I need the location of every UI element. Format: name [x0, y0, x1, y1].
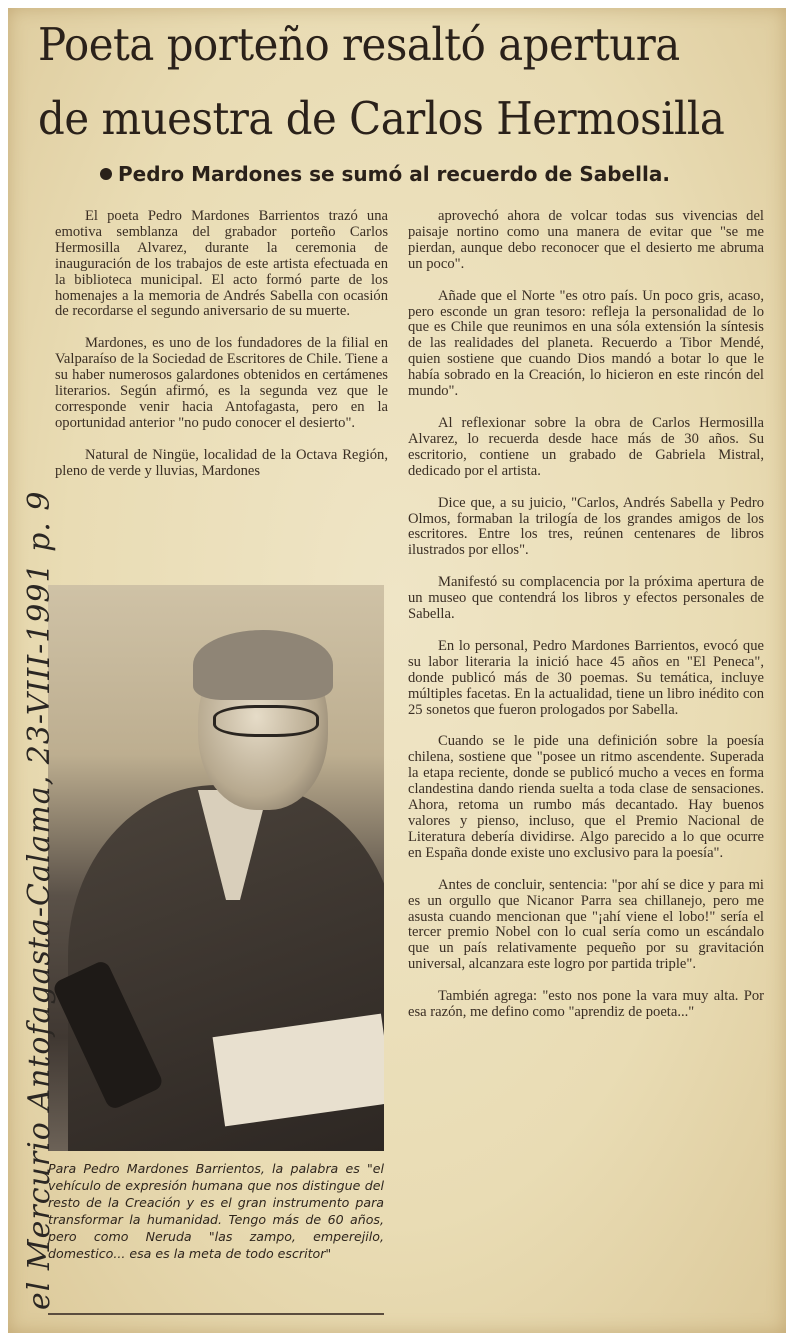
paragraph: Cuando se le pide una definición sobre la poesía chilena, sostiene que "posee un ritmo ascendente. Superada la etapa reciente, donde se publicó mucho a veces en forma clandestina dando rienda suelta a toda clase de sensaciones. Ahora, retoma un rumbo más decantado. Hay buenos valores y pienso, incluso, que el Premio Nacional de Literatura debería dividirse. Algo parecido a lo que ocurre en España donde existe uno exclusivo para la poesía". [408, 733, 764, 861]
photo-glasses [213, 705, 319, 737]
subheadline-text: Pedro Mardones se sumó al recuerdo de Sabella. [118, 162, 670, 186]
photo-hair [193, 630, 333, 700]
paragraph: Al reflexionar sobre la obra de Carlos Hermosilla Alvarez, lo recuerda desde hace más de 30 años. Su escritorio, contiene un grabado de Gabriela Mistral, dedicado por el artista. [408, 414, 764, 479]
headline-line-2: de muestra de Carlos Hermosilla [38, 92, 725, 145]
photo-caption: Para Pedro Mardones Barrientos, la palabra es "el vehículo de expresión humana que nos distingue del resto de la Creación y es el gran instrumento para transformar la humanidad. Tengo más de 60 años, pero como Neruda "las zampo, emperejilo, domestico... esa es la meta de todo escritor" [48, 1161, 384, 1261]
portrait-photo [48, 585, 384, 1151]
paragraph: Dice que, a su juicio, "Carlos, Andrés Sabella y Pedro Olmos, formaban la trilogía de los grandes amigos de los escritores. Entre los tres, reúnen centenares de libros ilustrados por ellos". [408, 494, 764, 559]
paragraph: Manifestó su complacencia por la próxima apertura de un museo que contendrá los libros y efectos personales de Sabella. [408, 574, 764, 623]
subheadline [100, 162, 670, 186]
left-column [55, 209, 388, 496]
paragraph: Natural de Ningüe, localidad de la Octava Región, pleno de verde y lluvias, Mardones [55, 446, 388, 479]
paragraph: aprovechó ahora de volcar todas sus vivencias del paisaje nortino como una manera de evitar que "se me pierdan, aunque debo reconocer que el desierto me abruma un poco". [408, 208, 764, 272]
right-column [408, 209, 764, 1037]
paragraph: También agrega: "esto nos pone la vara muy alta. Por esa razón, me defino como "aprendiz de poeta..." [408, 988, 764, 1021]
caption-rule [48, 1313, 384, 1315]
paragraph: En lo personal, Pedro Mardones Barrientos, evocó que su labor literaria la inició hace 45 años en "El Peneca", donde publicó más de 30 poemas. Su temática, incluye múltiples facetas. En la actualidad, tiene un libro inédito con 25 sonetos que fueron prologados por Sabella. [408, 637, 764, 718]
bullet-icon [100, 168, 112, 180]
paragraph: Añade que el Norte "es otro país. Un poco gris, acaso, pero esconde un gran tesoro: refleja la personalidad de lo que es Chile que reunimos en una sóla extensión la síntesis de las realidades del planeta. Recuerdo a Tibor Mendé, quien sostiene que cuando Dios mandó a botar lo que le había sobrado en la Creación, lo hicieron en este rincón del mundo". [408, 287, 764, 400]
paragraph: Mardones, es uno de los fundadores de la filial en Valparaíso de la Sociedad de Escritores de Chile. Tiene a su haber numerosos galardones obtenidos en certámenes literarios. Según afirmó, es la segunda vez que le corresponde venir hacia Antofagasta, pero en la oportunidad anterior "no pudo conocer el desierto". [55, 335, 388, 431]
handwritten-source-note: el Mercurio Antofagasta-Calama, 23-VIII-1991 p. 9 [22, 490, 57, 1310]
paragraph: Antes de concluir, sentencia: "por ahí se dice y para mi es un orgullo que Nicanor Parra sea chillanejo, pero me asusta cuando mencionan que "¡ahí viene el lobo!" sería el tercer premio Nobel con lo cual sería como un escándalo que un país relativamente pequeño por su gravitación universal, alcanzara este logro por partida triple". [408, 876, 764, 973]
headline-line-1: Poeta porteño resaltó apertura [38, 18, 680, 71]
paragraph: El poeta Pedro Mardones Barrientos trazó una emotiva semblanza del grabador porteño Carlos Hermosilla Alvarez, durante la ceremonia de inauguración de los trabajos de este artista efectuada en la biblioteca municipal. El acto formó parte de los homenajes a la memoria de Andrés Sabella con ocasión de recordarse el segundo aniversario de su muerte. [55, 208, 388, 320]
